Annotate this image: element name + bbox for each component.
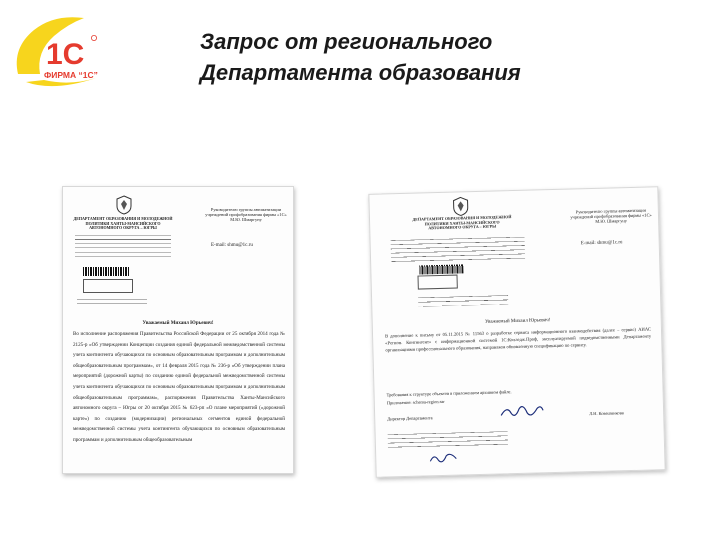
- logo-1c-mark: 1С: [46, 38, 85, 71]
- barcode-icon: [419, 264, 463, 274]
- subject-lines: [77, 299, 147, 308]
- company-logo: [10, 12, 120, 94]
- letter-requirements: Требования к структуре объектов в приложенном архивном файле.: [386, 389, 512, 398]
- recipient-block: Руководителю группы автоматизации учреждений профобразования фирмы «1С» М.Ю. Шмаргуну: [570, 207, 652, 225]
- recipient-email: E-mail: shmu@1c.ru: [211, 243, 253, 248]
- coat-of-arms-icon: [451, 196, 470, 216]
- logo-brand-text: ФИРМА “1С”: [44, 70, 98, 80]
- sender-address: [391, 237, 526, 263]
- subject-lines: [418, 295, 508, 306]
- letter-attachment: Приложение: schema-region.rar: [386, 398, 445, 406]
- barcode-icon: [83, 267, 129, 276]
- letter-greeting: Уважаемый Михаил Юрьевич!: [484, 318, 551, 325]
- signature-icon: [499, 402, 545, 421]
- slide-title-line1: Запрос от регионального: [200, 29, 493, 54]
- letter-body: Во исполнение распоряжения Правительства Российской Федерации от 25 октября 2014 года № 2125-р «Об утверждении Концепции создания единой федеральной межведомственной системы учета контингента обучающихся по основным образовательным программам и дополнительным общеобразовательным программам», от 14 февраля 2015 года № 236-р «Об утверждении плана мероприятий (дорожной карты) по созданию единой федеральной межведомственной системы учета контингента обучающихся по основным образовательным программам и дополнительным общеобразовательным программам», распоряжения Правительства Ханты-Мансийского автономного округа – Югры от 20 октября 2015 № 623-рп «О плане мероприятий («дорожной карте») по созданию (модернизации) региональных сегментов единой федеральной межведомственной системы учета контингента обучающихся по основным образовательным программам и дополнительным общеобразовательным: [73, 331, 285, 443]
- logo-registered-icon: [91, 35, 96, 40]
- letter-scan-2: [368, 186, 665, 477]
- letter-scan-1: [62, 186, 294, 474]
- registration-stamp: [83, 279, 133, 293]
- slide-title-line2: Департамента образования: [200, 60, 521, 85]
- coat-of-arms-icon: [115, 195, 133, 215]
- executor-signature-icon: [428, 451, 458, 468]
- recipient-block: Руководителю группы автоматизации учреждений профобразования фирмы «1С» М.Ю. Шмаргуну: [205, 207, 287, 223]
- sender-header: ДЕПАРТАМЕНТ ОБРАЗОВАНИЯ И МОЛОДЕЖНОЙ ПОЛИТИКИ ХАНТЫ-МАНСИЙСКОГО АВТОНОМНОГО ОКРУГА – ЮГРЫ: [412, 214, 512, 231]
- letter-greeting: Уважаемый Михаил Юрьевич!: [142, 321, 214, 326]
- signer-position: Директор Департамента: [387, 415, 433, 422]
- sender-address: [75, 235, 171, 259]
- registration-stamp: [417, 275, 457, 290]
- letter-body: В дополнение к письму от 05.11.2015 № 11563 о разработке сервиса информационного взаимодействия (далее – сервис) АИАС «Регион. Контингент» с информационной системой 1С:Колледж.Проф, эксплуатируемой подведомственными Департаменту организациями профессионального образования, направляем обновленную спецификацию по сервису.: [384, 326, 652, 353]
- executor-lines: [388, 431, 508, 450]
- sender-header: ДЕПАРТАМЕНТ ОБРАЗОВАНИЯ И МОЛОДЕЖНОЙ ПОЛИТИКИ ХАНТЫ-МАНСИЙСКОГО АВТОНОМНОГО ОКРУГА – ЮГРЫ: [73, 216, 173, 231]
- slide-title: [200, 26, 700, 88]
- recipient-email: E-mail: shmu@1c.ru: [580, 240, 623, 247]
- signer-name: Л.Н. Ковешникова: [589, 410, 624, 417]
